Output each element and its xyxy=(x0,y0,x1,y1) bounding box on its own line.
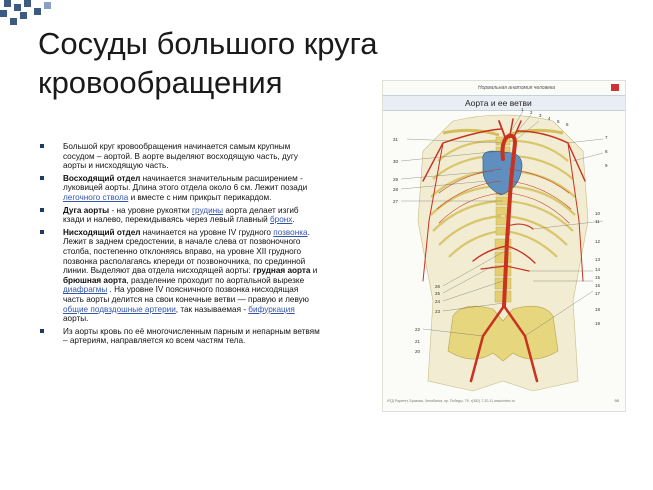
aorta-illustration xyxy=(383,81,625,411)
figure-number-label: 29 xyxy=(393,177,399,182)
bullet-text: начинается значительным расширением - луковицей аорты. Длина этого отдела около 6 см. Лежит позади xyxy=(63,173,308,193)
figure-number-label: 6 xyxy=(566,122,569,127)
bullet-text: . xyxy=(292,215,295,225)
figure-number-label: 2 xyxy=(530,110,533,115)
term-link[interactable]: позвонка xyxy=(273,227,308,237)
figure-number-label: 18 xyxy=(595,307,601,312)
figure-number-label: 20 xyxy=(415,349,421,354)
figure-number-label: 17 xyxy=(595,291,601,296)
bullet-item xyxy=(38,327,320,346)
figure-number-label: 16 xyxy=(595,283,601,288)
bullet-text: . На уровне IV поясничного позвонка нисходящая часть аорты делится на свои конечные ветви — правую и левую xyxy=(63,285,309,304)
figure-number-label: 27 xyxy=(393,199,399,204)
bullet-text: аорта делает изгиб кзади и налево, перекидываясь через левый главный xyxy=(63,205,299,225)
atlas-header: Нормальная анатомия человека xyxy=(478,85,556,91)
bullet-marker xyxy=(40,208,44,212)
figure-number-label: 26 xyxy=(435,284,441,289)
figure-number-label: 23 xyxy=(435,309,441,314)
bullet-text: и xyxy=(310,266,318,276)
bullet-text: аорты. xyxy=(63,314,89,324)
figure-number-label: 22 xyxy=(415,327,421,332)
figure-number-label: 31 xyxy=(393,137,399,142)
figure-number-label: 13 xyxy=(595,257,601,262)
atlas-footer: ИТД Раритет, Бразова, Челябинск, пр. Победы, 75, т(382) 7-20-11 www.imtec.ru xyxy=(387,399,515,403)
figure-number-label: 1 xyxy=(521,107,524,112)
bullet-text: начинается на уровне IV грудного xyxy=(140,227,274,237)
figure-number-label: 15 xyxy=(595,275,601,280)
bullet-text: Из аорты кровь по её многочисленным парным и непарным ветвям – артериям, направляется ко всем частям тела. xyxy=(63,326,320,346)
figure-number-label: 7 xyxy=(605,135,608,140)
term-link[interactable]: диафрагмы xyxy=(63,285,108,295)
figure-number-label: 3 xyxy=(539,113,542,118)
figure-number-label: 28 xyxy=(393,187,399,192)
figure-number-label: 9 xyxy=(605,163,608,168)
bold-term: Восходящий отдел xyxy=(63,173,141,183)
bullet-item xyxy=(38,174,320,203)
figure-number-label: 14 xyxy=(595,267,601,272)
figure-number-label: 25 xyxy=(435,291,441,296)
bullet-item xyxy=(38,228,320,324)
bullet-text: - на уровне рукоятки xyxy=(109,205,193,215)
figure-number-label: 5 xyxy=(557,119,560,124)
term-link[interactable]: бронх xyxy=(269,215,293,225)
slide-title: Сосуды большого круга кровообращения xyxy=(38,26,378,100)
bullet-marker xyxy=(40,230,44,234)
bold-term: грудная аорта xyxy=(253,266,311,276)
bold-term: брюшная аорта xyxy=(63,275,127,285)
bullet-item xyxy=(38,206,320,225)
figure-number-label: 24 xyxy=(435,299,441,304)
bullet-list xyxy=(38,142,320,349)
atlas-page-number: 90 xyxy=(614,398,619,403)
atlas-title: Аорта и ее ветви xyxy=(465,98,532,108)
figure-number-label: 4 xyxy=(548,116,551,121)
term-link[interactable]: бифуркация xyxy=(248,304,295,314)
figure-number-label: 12 xyxy=(595,239,601,244)
figure-number-label: 30 xyxy=(393,159,399,164)
bullet-marker xyxy=(40,329,44,333)
figure-number-label: 11 xyxy=(595,219,600,224)
term-link[interactable]: общие подвздошные артерии xyxy=(63,304,176,314)
figure-number-label: 19 xyxy=(595,321,601,326)
bullet-text: . Лежит в заднем средостении, в начале слева от позвоночного столба, постепенно отклоняясь вправо, на уровне XII грудного позвонка располагаясь кпереди от позвоночника, по срединной линии. Выделяют два отдела нисходящей аорты: xyxy=(63,227,310,276)
figure-number-label: 10 xyxy=(595,211,601,216)
bullet-marker xyxy=(40,144,44,148)
bullet-marker xyxy=(40,176,44,180)
bullet-item xyxy=(38,142,320,171)
bold-term: Дуга аорты xyxy=(63,205,110,215)
figure-number-label: 21 xyxy=(415,339,421,344)
bullet-text: Большой круг кровообращения начинается самым крупным сосудом – аортой. В аорте выделяют восходящую часть, дугу аорты и нисходящую часть. xyxy=(63,142,298,171)
bullet-text: , так называемая - xyxy=(175,304,249,314)
term-link[interactable]: легочного ствола xyxy=(63,192,129,202)
term-link[interactable]: грудины xyxy=(192,205,224,215)
bold-term: Нисходящий отдел xyxy=(63,227,141,237)
bullet-text: , разделение проходит по аортальной вырезке xyxy=(126,275,305,285)
figure-number-label: 8 xyxy=(605,149,608,154)
bullet-text: и вместе с ним прикрыт перикардом. xyxy=(128,192,272,202)
anatomy-atlas-figure xyxy=(382,80,626,412)
